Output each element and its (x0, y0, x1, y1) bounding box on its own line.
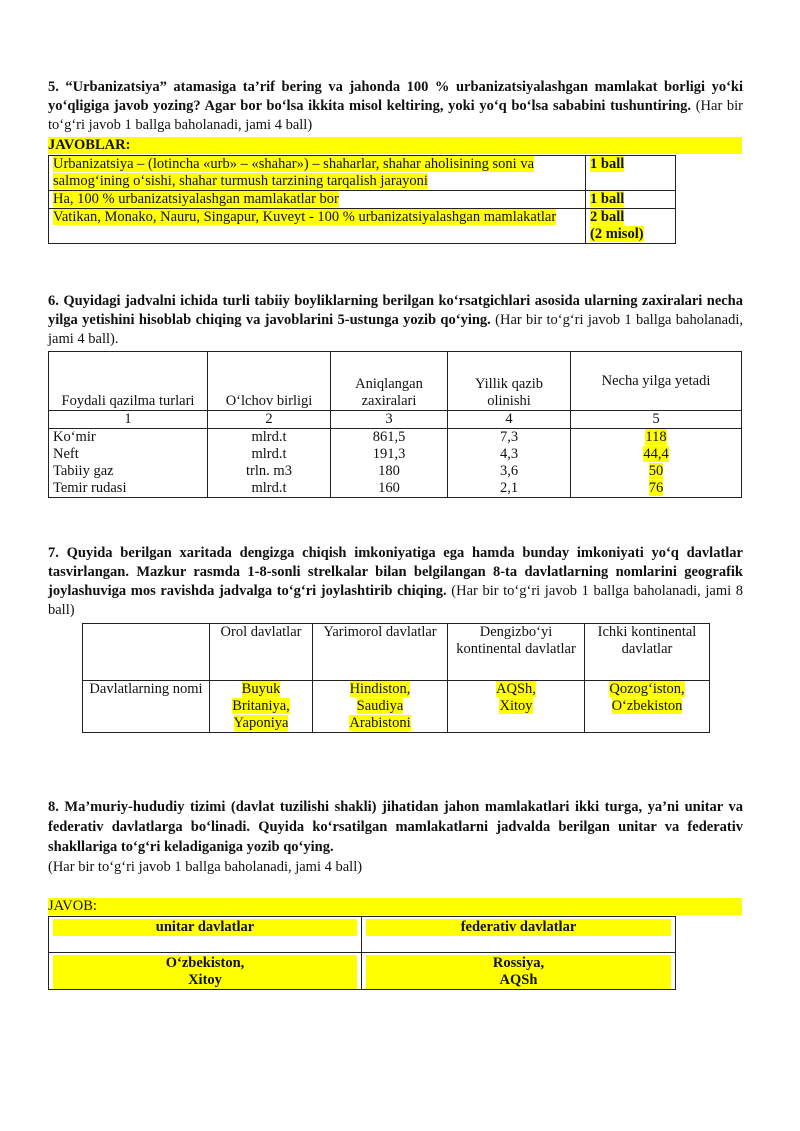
q6-table (48, 351, 742, 498)
q6-r4-unit: mlrd.t (208, 480, 331, 498)
q5-row3-text: Vatikan, Monako, Nauru, Singapur, Kuveyt - 100 % urbanizatsiyalashgan mamlakatlar (53, 209, 557, 225)
q6-r4-name: Temir rudasi (49, 480, 208, 498)
table-row (49, 209, 676, 244)
q5-row3-score-note: (2 misol) (590, 226, 644, 242)
q7-note: (Har bir to‘g‘ri javob 1 ballga baholanadi, jami 8 ball) (48, 583, 744, 618)
q7-table (82, 623, 710, 733)
q6-r1-annual: 7,3 (448, 429, 571, 447)
q6-r2-years: 44,4 (643, 446, 669, 462)
q8-table (48, 916, 676, 990)
q5-answer-table (48, 155, 676, 244)
q7-header-peninsula: Yarimorol davlatlar (313, 624, 448, 681)
q6-r2-reserve: 191,3 (331, 446, 448, 463)
q6-colnum-4: 4 (448, 411, 571, 429)
q7-title: 7. Quyida berilgan xaritada dengizga chiqish imkoniyatiga ega hamda bunday imkoniyati yo‘q davlatlar tasvirlangan. Mazkur rasmda 1-8-sonli strelkalar bilan belgilangan 8-ta davlatlarning nomlarini geografik joylashuviga mos ravishda jadvalga to‘g‘ri joylashtirib chiqing. (48, 545, 743, 599)
table-row (49, 156, 676, 191)
q5-answers-highlight (48, 137, 742, 154)
q7-coastal-1: AQSh, (496, 681, 536, 697)
q8-answer-label: JAVOB: (48, 898, 97, 914)
table-row (49, 429, 742, 447)
q7-island-3: Yaponiya (233, 715, 289, 731)
q5-row3-score: 2 ball (590, 209, 625, 225)
q6-r3-reserve: 180 (331, 463, 448, 480)
q7-island-1: Buyuk (241, 681, 281, 697)
q6-r1-name: Ko‘mir (49, 429, 208, 447)
q5-note: (Har bir to‘g‘ri javob 1 ballga baholanadi, jami 4 ball) (48, 98, 744, 133)
q6-r4-reserve: 160 (331, 480, 448, 498)
q5-row1-text: Urbanizatsiya – (lotincha «urb» – «shahar») – shaharlar, shahar aholisining soni va salmog‘ining o‘sishi, shahar turmush tarzining tarqalish jarayoni (53, 156, 535, 189)
table-row (49, 191, 676, 209)
q8-unitary-2: Xitoy (188, 972, 222, 988)
q5-title: 5. “Urbanizatsiya” atamasiga ta’rif bering va jahonda 100 % urbanizatsiyalashgan mamlakat borligi yo‘ki yo‘qligiga javob yozing? Agar bor bo‘lsa ikkita misol keltiring, yoki yo‘q bo‘lsa sababini tushuntiring. (48, 79, 743, 114)
q6-colnum-3: 3 (331, 411, 448, 429)
q7-peninsula-2: Saudiya (356, 698, 404, 714)
q6-r2-annual: 4,3 (448, 446, 571, 463)
q7-landlocked-1: Qozog‘iston, (609, 681, 685, 697)
q6-r3-annual: 3,6 (448, 463, 571, 480)
q7-row-label: Davlatlarning nomi (83, 681, 210, 733)
q6-r1-unit: mlrd.t (208, 429, 331, 447)
q6-colnum-5: 5 (571, 411, 742, 429)
table-row (49, 480, 742, 498)
table-row (49, 917, 676, 953)
q6-r4-years: 76 (648, 480, 664, 496)
q7-header-landlocked: Ichki kontinental davlatlar (585, 624, 710, 681)
table-row (49, 953, 676, 990)
q8-answer-highlight (48, 898, 742, 915)
q5-row2-text: Ha, 100 % urbanizatsiyalashgan mamlakatlar bor (53, 191, 339, 207)
q6-note: (Har bir to‘g‘ri javob 1 ballga baholanadi, jami 4 ball). (48, 312, 743, 347)
q5-row1-score: 1 ball (590, 156, 625, 172)
q8-block (48, 797, 743, 877)
q8-federal-1: Rossiya, (492, 955, 545, 971)
q5-row2-score: 1 ball (590, 191, 625, 207)
q6-r3-years: 50 (648, 463, 664, 479)
q7-landlocked-2: O‘zbekiston (611, 698, 683, 714)
q6-colnum-1: 1 (49, 411, 208, 429)
table-row (49, 446, 742, 463)
table-row (49, 463, 742, 480)
q6-r4-annual: 2,1 (448, 480, 571, 498)
q7-peninsula-3: Arabistoni (349, 715, 411, 731)
table-row (83, 624, 710, 681)
q6-r3-unit: trln. m3 (208, 463, 331, 480)
q5-answers-label: JAVOBLAR: (48, 137, 131, 153)
q8-unitary-1: O‘zbekiston, (165, 955, 245, 971)
q6-block (48, 292, 743, 349)
q7-header-empty (83, 624, 210, 681)
q6-r3-name: Tabiiy gaz (49, 463, 208, 480)
q6-header-4: Yillik qazib olinishi (448, 352, 571, 411)
table-row (49, 411, 742, 429)
q6-r1-years: 118 (645, 429, 667, 445)
q7-coastal-2: Xitoy (499, 698, 533, 714)
q6-header-1: Foydali qazilma turlari (49, 352, 208, 411)
q7-peninsula-1: Hindiston, (349, 681, 411, 697)
q7-header-island: Orol davlatlar (210, 624, 313, 681)
q6-r2-unit: mlrd.t (208, 446, 331, 463)
table-row (49, 352, 742, 411)
q7-block (48, 544, 743, 620)
q6-r1-reserve: 861,5 (331, 429, 448, 447)
q6-colnum-2: 2 (208, 411, 331, 429)
q8-title: 8. Ma’muriy-hududiy tizimi (davlat tuzilishi shakli) jihatidan jahon mamlakatlari ikki turga, ya’ni unitar va federativ davlatlarga bo‘linadi. Quyida ko‘rsatilgan mamlakatlarni jadvalda berilgan unitar va federativ shakllariga to‘g‘ri keladiganiga yozib qo‘ying. (48, 799, 743, 855)
q7-island-2: Britaniya, (232, 698, 290, 714)
q8-header-unitary: unitar davlatlar (53, 919, 357, 936)
q7-header-coastal: Dengizbo‘yi kontinental davlatlar (448, 624, 585, 681)
q6-header-2: O‘lchov birligi (208, 352, 331, 411)
q6-header-5: Necha yilga yetadi (571, 352, 742, 411)
q5-block (48, 78, 743, 135)
q6-r2-name: Neft (49, 446, 208, 463)
q8-header-federal: federativ davlatlar (366, 919, 671, 936)
q6-header-3: Aniqlangan zaxiralari (331, 352, 448, 411)
q6-title: 6. Quyidagi jadvalni ichida turli tabiiy boyliklarning berilgan ko‘rsatgichlari asosida ularning zaxiralari necha yilga yetishini hisoblab chiqing va javoblarini 5-ustunga yozib qo‘ying. (48, 293, 743, 328)
q8-note: (Har bir to‘g‘ri javob 1 ballga baholanadi, jami 4 ball) (48, 859, 363, 875)
table-row (83, 681, 710, 733)
q8-federal-2: AQSh (499, 972, 538, 988)
